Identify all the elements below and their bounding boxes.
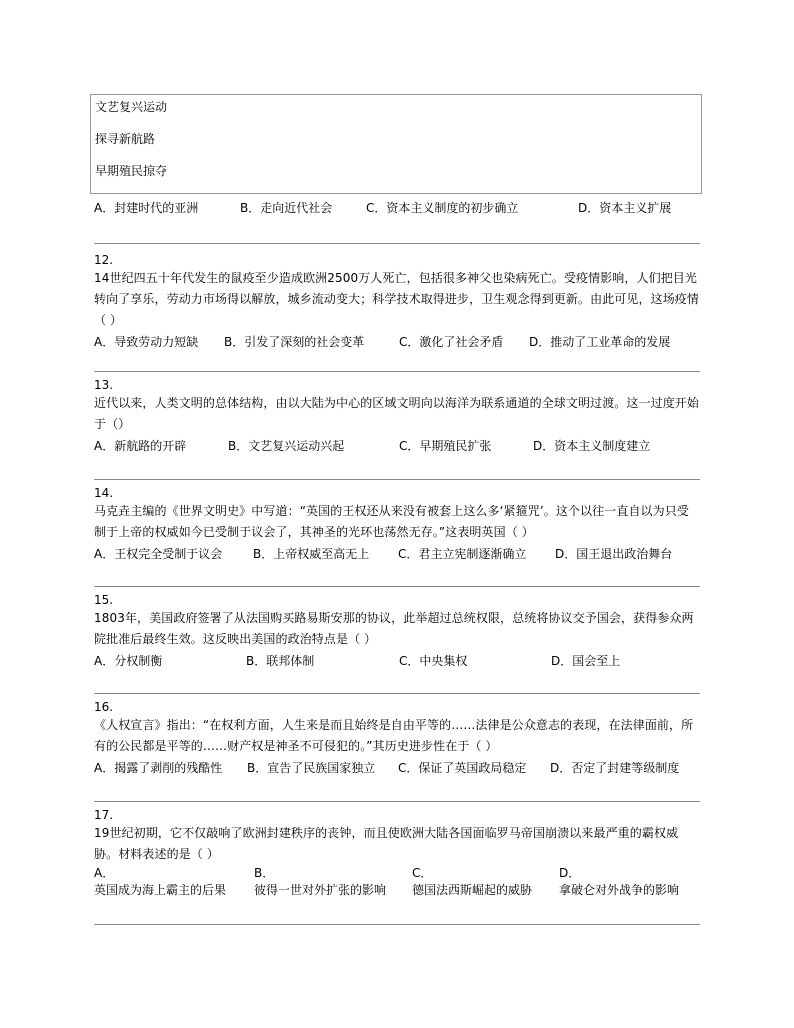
divider <box>94 243 700 244</box>
q12-option-a[interactable]: A．导致劳动力短缺 <box>94 335 199 349</box>
question-13 <box>94 378 700 457</box>
question-number: 15. <box>94 593 114 607</box>
option-text: 德国法西斯崛起的威胁 <box>412 883 533 897</box>
question-number: 16. <box>94 700 114 714</box>
q13-option-a[interactable]: A．新航路的开辟 <box>94 439 187 453</box>
divider <box>94 801 700 802</box>
q11-option-a[interactable]: A．封建时代的亚洲 <box>94 201 199 215</box>
q14-option-d[interactable]: D．国王退出政治舞台 <box>555 547 673 561</box>
q15-option-d[interactable]: D．国会至上 <box>551 654 621 668</box>
question-stem: 1803年，美国政府签署了从法国购买路易斯安那的协议，此举超过总统权限，总统将协议交予国会，获得参众两院批准后最终生效。这反映出美国的政治特点是（ ） <box>94 611 694 646</box>
option-letter: A． <box>94 866 115 880</box>
q17-option-a[interactable] <box>94 865 226 899</box>
question-stem: 马克垚主编的《世界文明史》中写道：“英国的王权还从来没有被套上这么多‘紧箍咒’。这个以往一直自以为只受制于上帝的权威如今已受制于议会了，其神圣的光环也荡然无存。”这表明英国（ ） <box>94 504 689 539</box>
q17-option-c[interactable] <box>412 865 532 899</box>
divider <box>94 479 700 480</box>
material-line-3: 早期殖民掠夺 <box>95 164 168 178</box>
q12-option-d[interactable]: D．推动了工业革命的发展 <box>529 335 671 349</box>
question-12 <box>94 253 700 353</box>
divider <box>94 924 700 925</box>
q16-option-a[interactable]: A．揭露了剥削的残酷性 <box>94 761 223 775</box>
q17-option-b[interactable] <box>254 865 386 899</box>
q12-option-b[interactable]: B．引发了深刻的社会变革 <box>224 335 365 349</box>
question-stem: 14世纪四五十年代发生的鼠疫至少造成欧洲2500万人死亡，包括很多神父也染病死亡。受疫情影响，人们把目光转向了享乐，劳动力市场得以解放，城乡流动变大；科学技术取得进步，卫生观念得到更新。由此可见，这场疫情（ ） <box>94 271 700 327</box>
question-16 <box>94 700 700 779</box>
question-stem: 《人权宣言》指出：“在权利方面，人生来是而且始终是自由平等的……法律是公众意志的表现，在法律面前，所有的公民都是平等的……财产权是神圣不可侵犯的。”其历史进步性在于（ ） <box>94 718 694 753</box>
question-stem: 近代以来，人类文明的总体结构，由以大陆为中心的区域文明向以海洋为联系通道的全球文明过渡。这一过度开始于（） <box>94 396 700 431</box>
divider <box>94 586 700 587</box>
q11-option-b[interactable]: B．走向近代社会 <box>240 201 333 215</box>
question-14 <box>94 486 700 565</box>
option-letter: C． <box>412 866 433 880</box>
question-number: 12. <box>94 253 114 267</box>
q16-option-b[interactable]: B．宣告了民族国家独立 <box>247 761 376 775</box>
question-15 <box>94 593 700 672</box>
option-text: 英国成为海上霸主的后果 <box>94 883 227 897</box>
q15-option-a[interactable]: A．分权制衡 <box>94 654 163 668</box>
question-17 <box>94 808 700 903</box>
option-text: 彼得一世对外扩张的影响 <box>254 883 387 897</box>
option-letter: D． <box>559 866 581 880</box>
q14-option-a[interactable]: A．王权完全受制于议会 <box>94 547 223 561</box>
q13-option-d[interactable]: D．资本主义制度建立 <box>533 439 651 453</box>
q16-option-d[interactable]: D．否定了封建等级制度 <box>550 761 680 775</box>
option-text: 拿破仑对外战争的影响 <box>559 883 680 897</box>
q11-option-d[interactable]: D．资本主义扩展 <box>578 201 672 215</box>
q14-option-c[interactable]: C．君主立宪制逐渐确立 <box>398 547 527 561</box>
material-line-1: 文艺复兴运动 <box>95 100 168 114</box>
q13-option-c[interactable]: C．早期殖民扩张 <box>399 439 492 453</box>
q12-option-c[interactable]: C．激化了社会矛盾 <box>399 335 504 349</box>
q15-option-b[interactable]: B．联邦体制 <box>246 654 315 668</box>
q14-option-b[interactable]: B．上帝权威至高无上 <box>253 547 370 561</box>
q13-option-b[interactable]: B．文艺复兴运动兴起 <box>228 439 345 453</box>
divider <box>94 371 700 372</box>
q17-option-d[interactable] <box>559 865 679 899</box>
question-11-options <box>94 197 700 219</box>
divider <box>94 693 700 694</box>
question-number: 13. <box>94 378 114 392</box>
material-line-2: 探寻新航路 <box>95 132 156 146</box>
q15-option-c[interactable]: C．中央集权 <box>399 654 468 668</box>
q11-option-c[interactable]: C．资本主义制度的初步确立 <box>366 201 519 215</box>
question-stem: 19世纪初期，它不仅敲响了欧洲封建秩序的丧钟，而且使欧洲大陆各国面临罗马帝国崩溃以来最严重的霸权威胁。材料表述的是（ ） <box>94 826 679 861</box>
material-box <box>90 94 702 194</box>
q16-option-c[interactable]: C．保证了英国政局稳定 <box>398 761 527 775</box>
question-number: 14. <box>94 486 114 500</box>
question-number: 17. <box>94 808 114 822</box>
option-letter: B． <box>254 866 275 880</box>
